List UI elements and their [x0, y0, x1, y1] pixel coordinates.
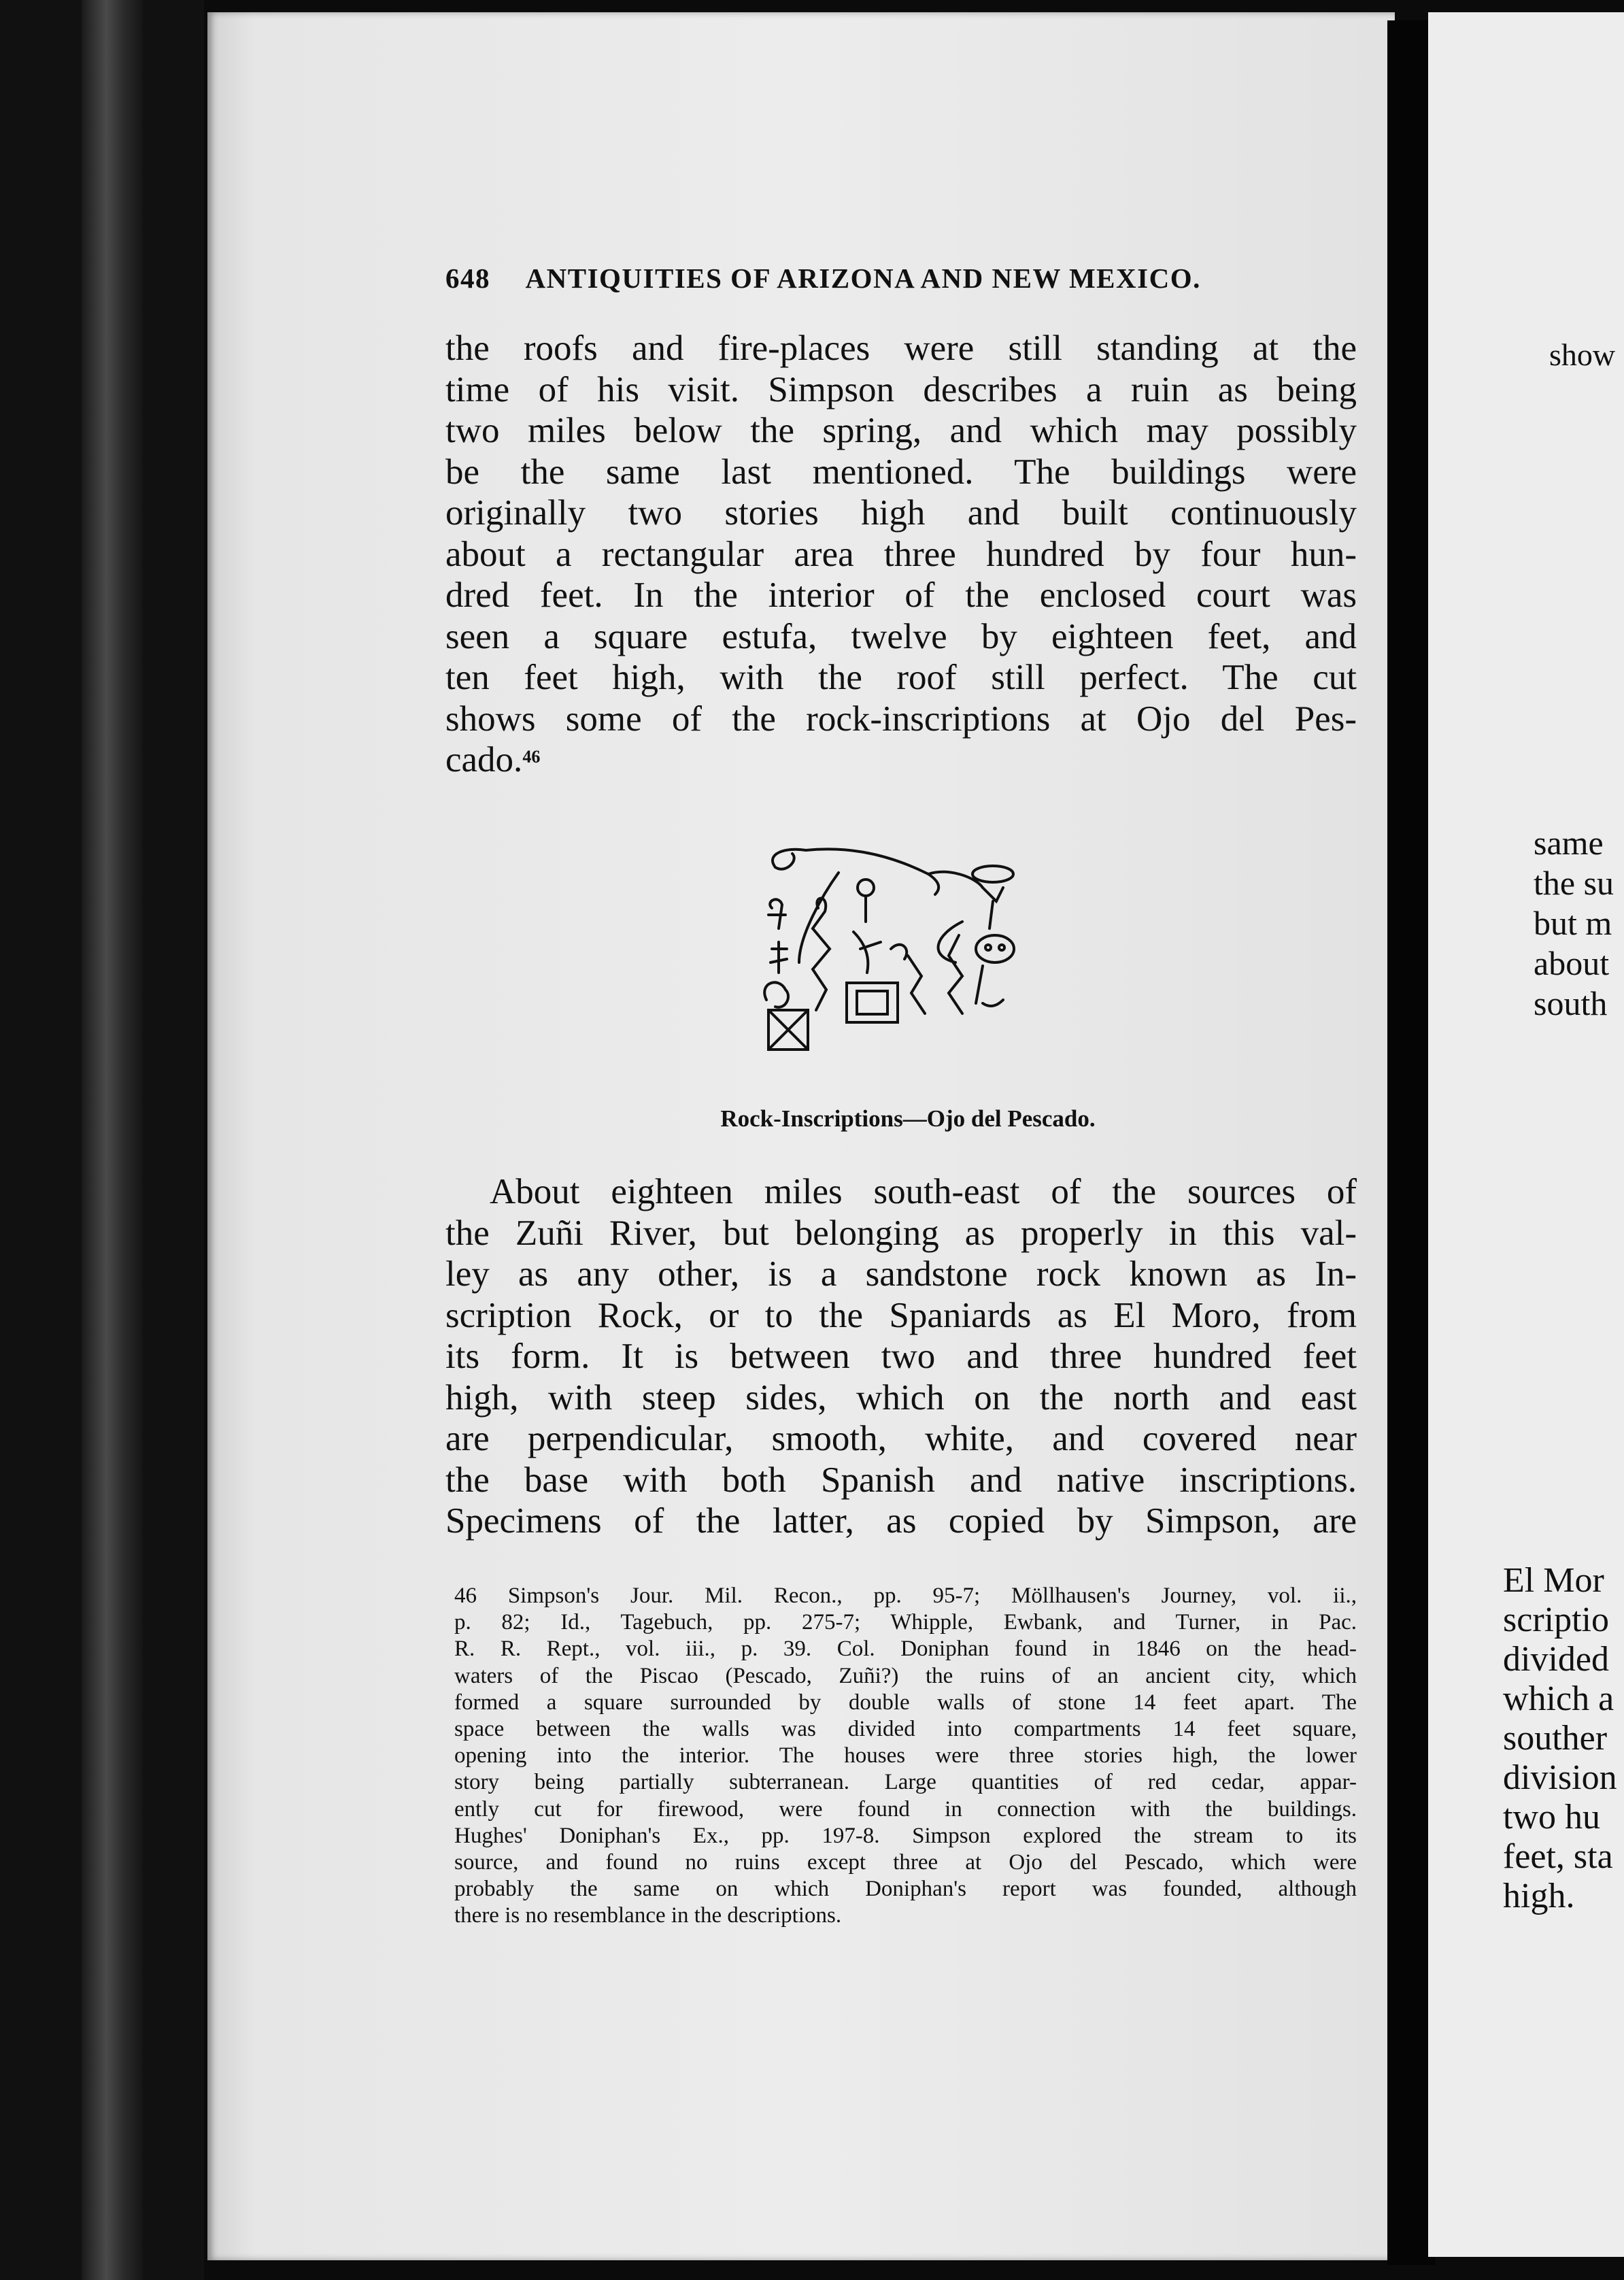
page-number: 648	[445, 263, 490, 294]
footnote-line: p. 82; Id., Tagebuch, pp. 275-7; Whipple, Ewbank, and Turner, in Pac.	[454, 1610, 1357, 1635]
footnote-line: source, and found no ruins except three at Ojo del Pescado, which were	[454, 1850, 1357, 1875]
text-line: El Mor	[1503, 1561, 1604, 1600]
footnote-reference: 46	[522, 747, 541, 767]
text-line: about a rectangular area three hundred by four hun-	[445, 534, 1357, 574]
footnote-line: ently cut for firewood, were found in connection with the buildings.	[454, 1796, 1357, 1822]
facing-page-middle-text	[1534, 823, 1614, 1024]
text-line: time of his visit. Simpson describes a ruin as being	[445, 369, 1357, 409]
text-line: which a	[1503, 1679, 1614, 1718]
text-line: but m	[1534, 904, 1612, 942]
text-line: the base with both Spanish and native inscriptions.	[445, 1460, 1357, 1500]
text-line	[445, 739, 1357, 781]
footnote-line: there is no resemblance in the descriptions.	[454, 1903, 842, 1928]
footnote-46	[454, 1583, 1357, 1930]
footnote-line: story being partially subterranean. Large quantities of red cedar, appar-	[454, 1770, 1357, 1795]
text-line: souther	[1503, 1719, 1608, 1758]
text-line: same	[1534, 824, 1604, 862]
footnote-line: opening into the interior. The houses were three stories high, the lower	[454, 1743, 1357, 1768]
facing-page-top-word: show	[1549, 337, 1616, 372]
text-line: high.	[1503, 1877, 1575, 1915]
text-line: shows some of the rock-inscriptions at Ojo del Pes-	[445, 699, 1357, 739]
text-line: scriptio	[1503, 1600, 1609, 1639]
text-line: two hu	[1503, 1798, 1600, 1837]
text-line: Specimens of the latter, as copied by Simpson, are	[445, 1501, 1357, 1541]
book-spine-area	[0, 0, 204, 2280]
text-line: its form. It is between two and three hundred feet	[445, 1337, 1357, 1376]
footnote-line: space between the walls was divided into compartments 14 feet square,	[454, 1717, 1357, 1742]
text-line: south	[1534, 984, 1608, 1022]
footnote-line: Hughes' Doniphan's Ex., pp. 197-8. Simpson explored the stream to its	[454, 1823, 1357, 1848]
text-line: ley as any other, is a sandstone rock known as In-	[445, 1254, 1357, 1294]
footnote-line: waters of the Piscao (Pescado, Zuñi?) the ruins of an ancient city, which	[454, 1663, 1357, 1688]
text-line: the su	[1534, 864, 1614, 902]
text-line: dred feet. In the interior of the enclosed court was	[445, 575, 1357, 615]
footnote-line: probably the same on which Doniphan's report was founded, although	[454, 1877, 1357, 1902]
running-header	[445, 262, 1360, 295]
text-line: originally two stories high and built continuously	[445, 493, 1357, 533]
footnote-line: R. R. Rept., vol. iii., p. 39. Col. Doniphan found in 1846 on the head-	[454, 1637, 1357, 1662]
spine-gloss	[82, 0, 143, 2280]
footnote-line: 46 Simpson's Jour. Mil. Recon., pp. 95-7; Möllhausen's Journey, vol. ii.,	[454, 1583, 1357, 1608]
text-line: About eighteen miles south-east of the sources of	[490, 1172, 1357, 1211]
figure-caption: Rock-Inscriptions—Ojo del Pescado.	[720, 1105, 1096, 1132]
running-title: ANTIQUITIES OF ARIZONA AND NEW MEXICO.	[525, 263, 1201, 294]
text-line: two miles below the spring, and which may possibly	[445, 411, 1357, 450]
paragraph-1	[445, 328, 1357, 781]
text-line: ten feet high, with the roof still perfect. The cut	[445, 658, 1357, 697]
text-line: be the same last mentioned. The buildings were	[445, 452, 1357, 492]
text-line: are perpendicular, smooth, white, and covered near	[445, 1419, 1357, 1458]
text-fragment: cado.	[445, 740, 523, 779]
rock-inscriptions-figure	[758, 847, 1044, 1071]
paragraph-2	[445, 1171, 1357, 1542]
text-line: about	[1534, 944, 1610, 982]
text-line: the roofs and fire-places were still standing at the	[445, 329, 1357, 368]
text-line: scription Rock, or to the Spaniards as El Moro, from	[445, 1295, 1357, 1335]
text-line: divided	[1503, 1640, 1609, 1679]
text-line: feet, sta	[1503, 1837, 1613, 1876]
text-line: division	[1503, 1758, 1617, 1797]
footnote-line: formed a square surrounded by double walls of stone 14 feet apart. The	[454, 1690, 1357, 1715]
text-line: high, with steep sides, which on the north and east	[445, 1377, 1357, 1418]
text-line: the Zuñi River, but belonging as properly in this val-	[445, 1213, 1357, 1253]
facing-page-bottom-text	[1503, 1561, 1617, 1916]
text-line: seen a square estufa, twelve by eighteen feet, and	[445, 616, 1357, 656]
